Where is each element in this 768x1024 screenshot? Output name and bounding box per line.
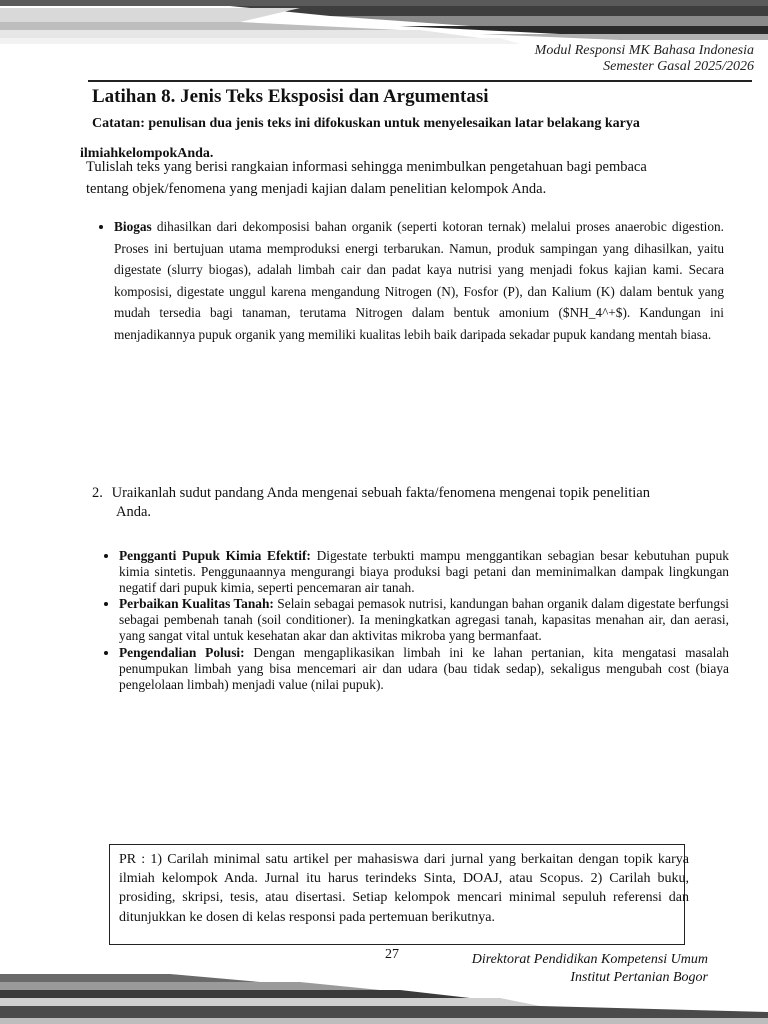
homework-box (109, 844, 689, 945)
header-module-title: Modul Responsi MK Bahasa Indonesia (534, 43, 754, 58)
bullet-text: Digestate terbukti mampu menggantikan sebagian besar kebutuhan pupuk kimia sintetis. Penggunaannya mengurangi biaya produksi bagi petani dan meminimalkan dampak lingkungan negatif dari pupuk kimia, seperti pencemaran air tanah. (119, 548, 729, 596)
footer-stripe-band (0, 968, 768, 1024)
bullet-text: Selain sebagai pemasok nutrisi, kandungan bahan organik dalam digestate berfungsi sebagai pembenah tanah (soil conditioner). Ia meningkatkan agregasi tanah, kapasitas menahan air, dan aerasi, yang sangat vital untuk kesehatan akar dan aktivitas mikroba yang bermanfaat. (119, 596, 729, 644)
bullet-item (119, 645, 729, 693)
question-text-continued: Anda. (116, 504, 152, 520)
question-number: 2. (92, 485, 103, 501)
section-1-bullet-list (96, 216, 724, 346)
bullet-item (114, 216, 724, 346)
bullet-item (119, 596, 729, 644)
question-text: Uraikanlah sudut pandang Anda mengenai sebuah fakta/fenomena mengenai topik penelitian (111, 485, 650, 501)
header-module-info (535, 43, 754, 75)
note-line-2: ilmiahkelompokAnda. (80, 146, 214, 161)
homework-text: PR : 1) Carilah minimal satu artikel per mahasiswa dari jurnal yang berkaitan dengan topik karya ilmiah kelompok Anda. Jurnal itu harus terindeks Sinta, DOAJ, atau Scopus. 2) Carilah buku, prosiding, skripsi, tesis, atau disertasi. Setiap kelompok mencari minimal sepuluh referensi dan ditunjukkan ke dosen di kelas responsi pada pertemuan berikutnya. (119, 852, 689, 925)
header-semester: Semester Gasal 2025/2026 (603, 59, 754, 74)
bullet-item (119, 548, 729, 596)
bullet-term: Biogas (114, 219, 152, 234)
footer-directorate: Direktorat Pendidikan Kompetensi Umum (471, 952, 708, 967)
bullet-text: dihasilkan dari dekomposisi bahan organik (seperti kotoran ternak) melalui proses anaerobic digestion. Proses ini bertujuan utama memproduksi energi terbarukan. Namun, produk sampingan yang dihasilkan, yaitu digestate (slurry biogas), adalah limbah cair dan padat kaya nutrisi yang menjadi fokus kajian kami. Secara komposisi, digestate unggul karena mengandung Nitrogen (N), Fosfor (P), dan Kalium (K) dalam bentuk yang mudah tersedia bagi tanaman, terutama Nitrogen dalam bentuk amonium ($NH_4^+$). Kandungan ini menjadikannya pupuk organik yang memiliki kualitas lebih baik daripada sekadar pupuk kandang mentah biasa. (114, 219, 724, 342)
page-title: Latihan 8. Jenis Teks Eksposisi dan Argumentasi (92, 86, 489, 107)
header-divider (88, 80, 752, 82)
bullet-term: Perbaikan Kualitas Tanah: (119, 596, 274, 612)
bullet-text: Dengan mengaplikasikan limbah ini ke lahan pertanian, kita mengatasi masalah penumpukan limbah yang bisa mencemari air dan udara (bau tidak sedap), sekaligus mengubah cost (biaya pengelolaan limbah) menjadi value (nilai pupuk). (119, 644, 729, 692)
note-line-1: Catatan: penulisan dua jenis teks ini difokuskan untuk menyelesaikan latar belakang karya (92, 116, 640, 131)
page-number: 27 (385, 947, 399, 962)
bullet-term: Pengganti Pupuk Kimia Efektif: (119, 548, 311, 563)
question-2 (92, 484, 702, 522)
section-2-bullet-list (101, 548, 729, 693)
bullet-term: Pengendalian Polusi: (119, 644, 245, 660)
instruction-1: Tulislah teks yang berisi rangkaian informasi sehingga menimbulkan pengetahuan bagi pembaca tentang objek/fenomena yang menjadi kajian dalam penelitian kelompok Anda. (86, 159, 647, 197)
footer-institute: Institut Pertanian Bogor (570, 969, 708, 985)
